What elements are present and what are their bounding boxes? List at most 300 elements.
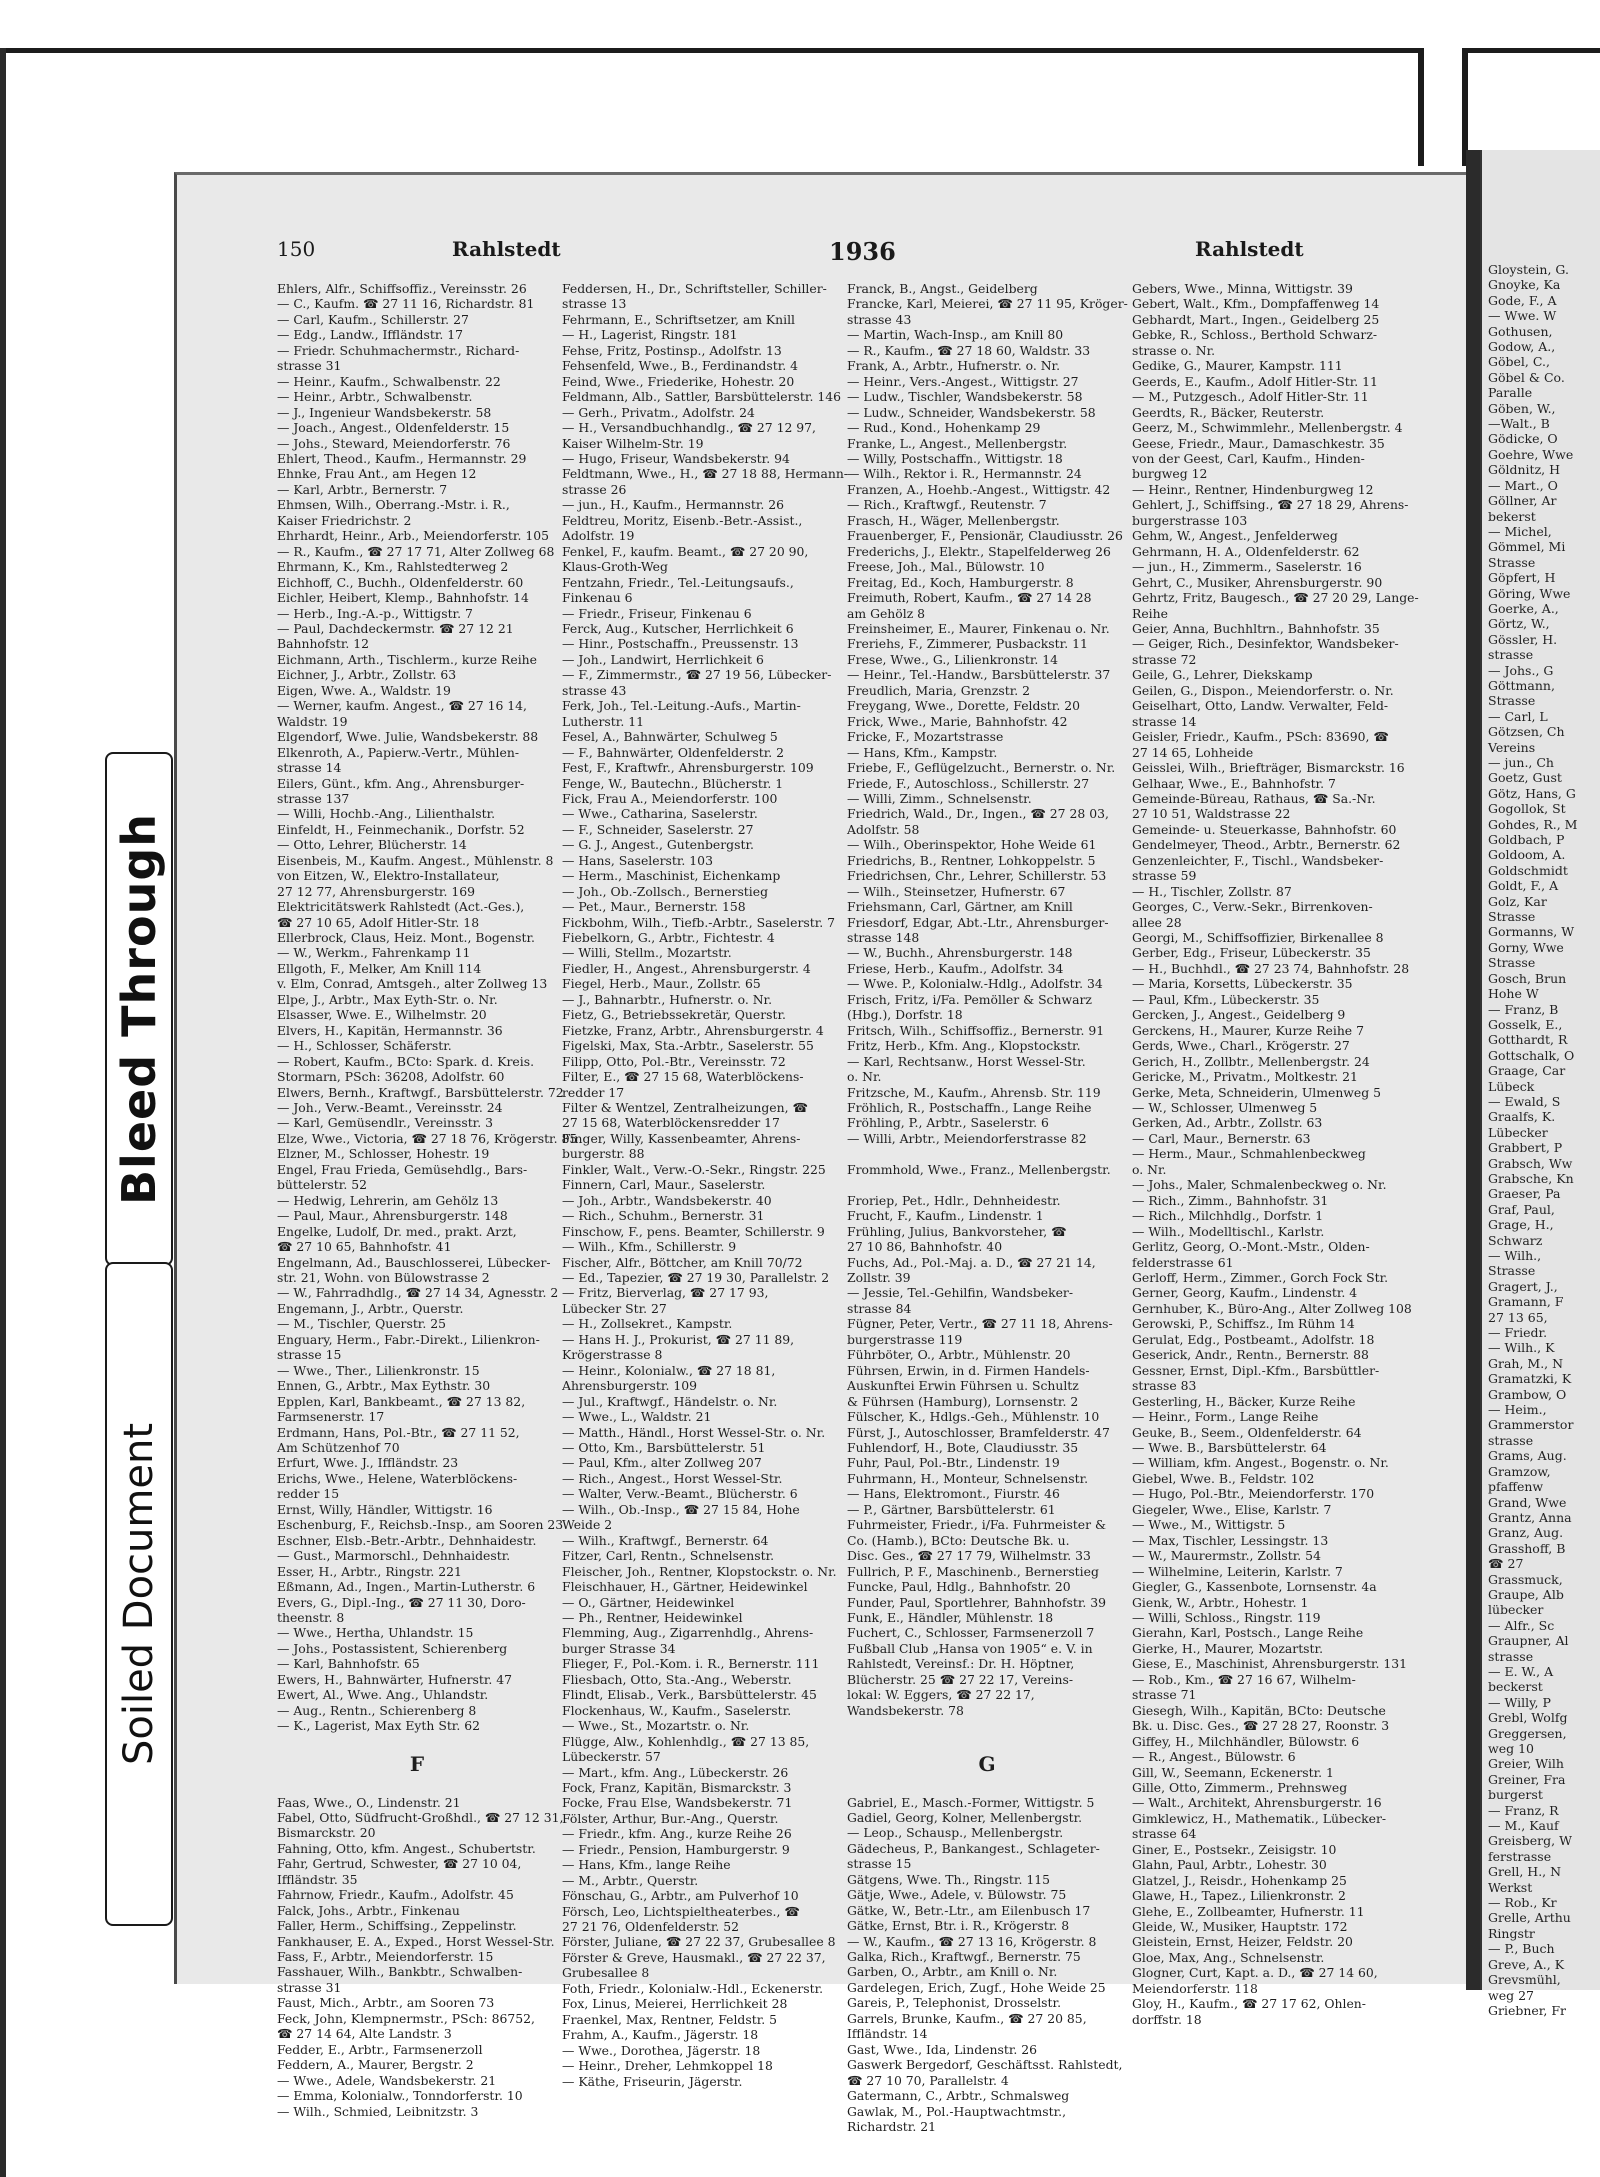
fragment-line: Granz, Aug. [1488, 1525, 1564, 1541]
fragment-line: — P., Buch [1488, 1941, 1555, 1957]
directory-entry: büttelerstr. 52 [277, 1177, 367, 1193]
fragment-line: Grasshoff, B [1488, 1540, 1566, 1556]
directory-entry: Gast, Wwe., Ida, Lindenstr. 26 [847, 2041, 1038, 2057]
directory-entry: 27 10 86, Bahnhofstr. 40 [847, 1239, 1003, 1255]
fragment-line: Grantz, Anna [1488, 1509, 1572, 1525]
fragment-line: strasse [1488, 1648, 1534, 1664]
directory-entry: Gercken, J., Angest., Geidelberg 9 [1132, 1007, 1346, 1023]
directory-column-1 [277, 281, 578, 2119]
directory-entry: Gelhaar, Wwe., E., Bahnhofstr. 7 [1132, 775, 1336, 791]
directory-entry: — Wilh., Schmied, Leibnitzstr. 3 [277, 2103, 479, 2119]
directory-entry: — jun., H., Zimmerm., Saselerstr. 16 [1132, 559, 1362, 575]
directory-entry: Fenge, W., Bautechn., Blücherstr. 1 [562, 775, 784, 791]
directory-entry: Ernst, Willy, Händler, Wittigstr. 16 [277, 1501, 493, 1517]
fragment-line: — Wilh., [1488, 1248, 1542, 1263]
fragment-line: lübecker [1488, 1602, 1544, 1618]
directory-entry: Freitag, Ed., Koch, Hamburgerstr. 8 [847, 574, 1074, 590]
directory-entry: Gericke, M., Privatm., Moltkestr. 21 [1132, 1069, 1358, 1085]
fragment-line: Gothusen, [1488, 323, 1553, 339]
directory-entry: Ehlert, Theod., Kaufm., Hermannstr. 29 [277, 450, 527, 466]
directory-entry: felderstrasse 61 [1132, 1254, 1234, 1270]
directory-entry: — J., Ingenieur Wandsbekerstr. 58 [277, 404, 492, 420]
directory-entry: — Hans, Saselerstr. 103 [562, 852, 713, 868]
directory-entry: — Wwe., L., Waldstr. 21 [562, 1409, 712, 1425]
fragment-line: Graage, Car [1488, 1063, 1566, 1079]
directory-entry: — Wwe. B., Barsbüttelerstr. 64 [1132, 1439, 1327, 1455]
fragment-line: — Friedr. [1488, 1325, 1548, 1341]
directory-entry: str. 21, Wohn. von Bülowstrasse 2 [277, 1270, 490, 1285]
directory-entry: strasse 43 [562, 682, 627, 698]
adjacent-page-text [1482, 150, 1600, 2018]
directory-entry: Flemming, Aug., Zigarrenhdlg., Ahrens- [562, 1625, 814, 1641]
directory-entry: — Walt., Architekt, Ahrensburgerstr. 16 [1132, 1795, 1382, 1811]
directory-entry: Filter, E., ☎ 27 15 68, Waterblöckens- [562, 1069, 804, 1085]
directory-entry: — Willi, Hochb.-Ang., Lilienthalstr. [277, 806, 496, 822]
directory-entry: Elwers, Bernh., Kraftwgf., Barsbüttelerstr. 72 [277, 1084, 564, 1100]
directory-entry: Gleide, W., Musiker, Hauptstr. 172 [1132, 1919, 1348, 1935]
directory-entry: Gerds, Wwe., Charl., Krögerstr. 27 [1132, 1038, 1350, 1054]
directory-entry: Elzner, M., Schlosser, Hohestr. 19 [277, 1146, 490, 1162]
directory-entry: — Wilh., Steinsetzer, Hufnerstr. 67 [847, 883, 1066, 899]
directory-entry: strasse 15 [277, 1347, 342, 1363]
directory-entry: Friedrich, Wald., Dr., Ingen., ☎ 27 28 03, [847, 806, 1109, 822]
fragment-line: Göldnitz, H [1488, 462, 1561, 478]
fragment-line: Goldt, F., A [1488, 878, 1559, 894]
directory-entry: Ehrmann, K., Km., Rahlstedterweg 2 [277, 559, 509, 575]
directory-entry: Frahm, A., Kaufm., Jägerstr. 18 [562, 2027, 759, 2043]
page-header [277, 237, 1437, 266]
directory-entry: Ewers, H., Bahnwärter, Hufnerstr. 47 [277, 1671, 513, 1687]
directory-entry: Am Schützenhof 70 [277, 1439, 400, 1455]
directory-entry: Fuhlendorf, H., Bote, Claudiusstr. 35 [847, 1439, 1079, 1455]
directory-entry: Gädecheus, P., Bankangest., Schlageter- [847, 1840, 1100, 1856]
directory-entry: — Heinr., Tel.-Handw., Barsbüttelerstr. 37 [847, 667, 1111, 683]
directory-entry: Gebert, Walt., Kfm., Dompfaffenweg 14 [1132, 296, 1380, 312]
directory-column-4 [1132, 281, 1419, 2027]
fragment-line: Goldbach, P [1488, 832, 1565, 848]
directory-entry: — Wilhelmine, Leiterin, Karlstr. 7 [1132, 1563, 1343, 1579]
directory-entry: Faas, Wwe., O., Lindenstr. 21 [277, 1794, 461, 1810]
directory-entry: — Geiger, Rich., Desinfektor, Wandsbeker- [1132, 636, 1399, 652]
directory-entry: ☎ 27 10 70, Parallelstr. 4 [847, 2072, 1009, 2088]
directory-entry: burger Strasse 34 [562, 1640, 676, 1656]
directory-entry: — Hans, Kfm., Kampstr. [847, 744, 998, 760]
fragment-line: Grambow, O [1488, 1386, 1567, 1402]
fragment-line: — E. W., A [1488, 1663, 1554, 1679]
directory-entry: Fraenkel, Max, Rentner, Feldstr. 5 [562, 2011, 778, 2027]
fragment-line: ferstrasse [1488, 1848, 1552, 1864]
year-heading: 1936 [829, 237, 896, 266]
directory-entry: Giffey, H., Milchhändler, Bülowstr. 6 [1132, 1733, 1360, 1749]
fragment-line: Strasse [1488, 693, 1536, 709]
directory-entry: Zollstr. 39 [847, 1270, 911, 1285]
directory-entry: — Karl, Rechtsanw., Horst Wessel-Str. [847, 1053, 1086, 1069]
directory-entry: Frauenberger, F., Pensionär, Claudiusstr. 26 [847, 528, 1123, 544]
soiled-document-label: Soiled Document [105, 1262, 173, 1926]
directory-entry: Fedder, E., Arbtr., Farmsenerzoll [277, 2041, 483, 2057]
fragment-line: Gosselk, E., [1488, 1016, 1563, 1032]
directory-entry: Fabel, Otto, Südfrucht-Großhdl., ☎ 27 12 31, [277, 1809, 564, 1825]
directory-entry: Gerloff, Herm., Zimmer., Gorch Fock Str. [1132, 1270, 1389, 1285]
directory-entry: — Edg., Landw., Iffländstr. 17 [277, 327, 464, 343]
directory-entry: — Friedr., Pension, Hamburgerstr. 9 [562, 1841, 790, 1857]
directory-entry: — M., Arbtr., Querstr. [562, 1872, 699, 1888]
directory-entry: Fürst, J., Autoschlosser, Bramfelderstr. 47 [847, 1424, 1110, 1440]
directory-entry: Feldmann, Alb., Sattler, Barsbüttelerstr. 146 [562, 389, 841, 405]
directory-entry: Fietzke, Franz, Arbtr., Ahrensburgerstr. 4 [562, 1022, 824, 1038]
directory-entry: Finger, Willy, Kassenbeamter, Ahrens- [562, 1130, 801, 1146]
directory-entry: Gehrmann, H. A., Oldenfelderstr. 62 [1132, 543, 1360, 559]
directory-entry: Fricke, F., Mozartstrasse [847, 729, 1004, 745]
directory-entry: — Hans, Elektromont., Fiurstr. 46 [847, 1486, 1060, 1502]
fragment-line: Göpfert, H [1488, 570, 1556, 586]
fragment-line: Lübeck [1488, 1078, 1535, 1094]
directory-entry: — Willi, Zimm., Schnelsenstr. [847, 790, 1032, 806]
running-title-left: Rahlstedt [452, 237, 561, 261]
directory-entry: Fiegel, Herb., Maur., Zollstr. 65 [562, 976, 761, 992]
directory-entry: Feind, Wwe., Friederike, Hohestr. 20 [562, 373, 795, 389]
directory-entry: — Heinr., Vers.-Angest., Wittigstr. 27 [847, 373, 1079, 389]
fragment-line: — Willy, P [1488, 1694, 1551, 1710]
directory-entry: strasse 13 [562, 296, 627, 312]
fragment-line: Gloystein, G. [1488, 262, 1569, 277]
fragment-line: pfaffenw [1488, 1479, 1544, 1495]
directory-entry: Reihe [1132, 605, 1168, 621]
directory-entry: Geile, G., Lehrer, Diekskamp [1132, 667, 1313, 683]
directory-entry: Fritzsche, M., Kaufm., Ahrensb. Str. 119 [847, 1084, 1101, 1100]
directory-entry: Stormarn, PSch: 36208, Adolfstr. 60 [277, 1069, 505, 1085]
directory-entry: Gehlert, J., Schiffsing., ☎ 27 18 29, Ahrens- [1132, 497, 1409, 513]
directory-entry: Flieger, F., Pol.-Kom. i. R., Bernerstr. 111 [562, 1656, 820, 1672]
directory-entry: Fönschau, G., Arbtr., am Pulverhof 10 [562, 1888, 799, 1904]
fragment-line: Strasse [1488, 1263, 1536, 1279]
directory-entry: — W., Maurermstr., Zollstr. 54 [1132, 1548, 1321, 1564]
fragment-line: Paralle [1488, 385, 1533, 401]
directory-entry: Erfurt, Wwe. J., Iffländstr. 23 [277, 1455, 459, 1471]
fragment-line: Vereins [1488, 739, 1536, 755]
directory-entry: — Matth., Händl., Horst Wessel-Str. o. Nr. [562, 1424, 826, 1440]
directory-entry: — Aug., Rentn., Schierenberg 8 [277, 1702, 477, 1718]
directory-entry: — Ph., Rentner, Heidewinkel [562, 1609, 743, 1625]
directory-entry: burgerstrasse 119 [847, 1331, 963, 1347]
directory-entry: — Heinr., Dreher, Lehmkoppel 18 [562, 2058, 773, 2074]
directory-entry: — Wilh., Rektor i. R., Hermannstr. 24 [847, 466, 1082, 482]
directory-entry: Eschenburg, F., Reichsb.-Insp., am Sooren 23 [277, 1517, 564, 1533]
fragment-line: Goldoom, A. [1488, 847, 1566, 863]
directory-entry: Elektricitätswerk Rahlstedt (Act.-Ges.), [277, 899, 525, 915]
directory-entry: Waldstr. 19 [277, 713, 348, 729]
fragment-line: Grelle, Arthu [1488, 1910, 1571, 1926]
fragment-line: Goerke, A., [1488, 600, 1559, 616]
directory-entry: — Wwe., St., Mozartstr. o. Nr. [562, 1718, 750, 1734]
directory-entry: Fentzahn, Friedr., Tel.-Leitungsaufs., [562, 574, 794, 590]
directory-entry: Ehnke, Frau Ant., am Hegen 12 [277, 466, 477, 482]
directory-entry: — Walter, Verw.-Beamt., Blücherstr. 6 [562, 1486, 798, 1502]
directory-entry: Fuhrmann, H., Monteur, Schnelsenstr. [847, 1470, 1089, 1486]
directory-entry: — Mart., kfm. Ang., Lübeckerstr. 26 [562, 1764, 789, 1780]
fragment-line: Gottschalk, O [1488, 1047, 1575, 1063]
directory-entry: Fleischer, Joh., Rentner, Klopstockstr. o. Nr. [562, 1563, 837, 1579]
fragment-line: — Wwe. W [1488, 308, 1557, 324]
directory-entry: — Wilh., Modelltischl., Karlstr. [1132, 1223, 1325, 1239]
directory-entry: — jun., H., Kaufm., Hermannstr. 26 [562, 497, 785, 513]
fragment-line: weg 27 [1488, 1987, 1534, 2003]
directory-entry: Filipp, Otto, Pol.-Btr., Vereinsstr. 72 [562, 1053, 786, 1069]
directory-entry: Gimklewicz, H., Mathematik., Lübecker- [1132, 1810, 1387, 1826]
page-gutter-shadow [1466, 150, 1480, 1990]
directory-entry: Iffländstr. 14 [847, 2026, 928, 2042]
directory-entry: Finkenau 6 [562, 590, 633, 606]
directory-entry: Elkenroth, A., Papierw.-Vertr., Mühlen- [277, 744, 520, 760]
directory-column-2 [562, 281, 848, 2089]
directory-entry: Friede, F., Autoschloss., Schillerstr. 27 [847, 775, 1090, 791]
directory-entry: — Heinr., Kolonialw., ☎ 27 18 81, [562, 1362, 776, 1378]
directory-entry: Geerds, E., Kaufm., Adolf Hitler-Str. 11 [1132, 373, 1378, 389]
directory-entry: Funk, E., Händler, Mühlenstr. 18 [847, 1609, 1054, 1625]
directory-entry: Ehrhardt, Heinr., Arb., Meiendorferstr. 105 [277, 528, 549, 544]
directory-entry: — Friedr. Schuhmachermstr., Richard- [277, 342, 520, 358]
directory-entry: — M., Tischler, Querstr. 25 [277, 1316, 447, 1332]
directory-entry: Gedike, G., Maurer, Kampstr. 111 [1132, 358, 1343, 374]
section-letter: G [978, 1752, 996, 1777]
directory-entry: Fiedler, H., Angest., Ahrensburgerstr. 4 [562, 960, 811, 976]
directory-entry: — K., Lagerist, Max Eyth Str. 62 [277, 1718, 480, 1734]
directory-entry: Führsen, Erwin, in d. Firmen Handels- [847, 1362, 1090, 1378]
directory-entry: strasse 14 [1132, 713, 1197, 729]
directory-entry: Frederichs, J., Elektr., Stapelfelderweg 26 [847, 543, 1111, 559]
directory-entry: Glahn, Paul, Arbtr., Lohestr. 30 [1132, 1857, 1327, 1873]
directory-entry: — Hans H. J., Prokurist, ☎ 27 11 89, [562, 1331, 795, 1347]
directory-entry: v. Elm, Conrad, Amtsgeh., alter Zollweg 13 [277, 976, 548, 992]
directory-entry: — C., Kaufm. ☎ 27 11 16, Richardstr. 81 [277, 296, 535, 312]
directory-entry: — Heinr., Rentner, Hindenburgweg 12 [1132, 481, 1374, 497]
fragment-line: Strasse [1488, 554, 1536, 570]
directory-entry: — Hedwig, Lehrerin, am Gehölz 13 [277, 1192, 499, 1208]
fragment-line: Graupner, Al [1488, 1633, 1569, 1649]
fragment-line: — Michel, [1488, 523, 1552, 539]
directory-entry: Adolfstr. 58 [847, 821, 920, 837]
directory-entry: — Joh., Verw.-Beamt., Vereinsstr. 24 [277, 1100, 503, 1116]
directory-entry: — Karl, Bahnhofstr. 65 [277, 1656, 420, 1672]
directory-entry: — Johs., Maler, Schmalenbeckweg o. Nr. [1132, 1177, 1387, 1193]
directory-entry: ☎ 27 10 65, Bahnhofstr. 41 [277, 1239, 452, 1255]
directory-entry: Giner, E., Postsekr., Zeisigstr. 10 [1132, 1841, 1337, 1857]
directory-entry: Fülscher, K., Hdlgs.-Geh., Mühlenstr. 10 [847, 1409, 1100, 1425]
directory-entry: Epplen, Karl, Bankbeamt., ☎ 27 13 82, [277, 1393, 526, 1409]
fragment-line: burgerst [1488, 1787, 1543, 1803]
directory-entry: Gerckens, H., Maurer, Kurze Reihe 7 [1132, 1022, 1364, 1038]
directory-entry [847, 1779, 1127, 1794]
fragment-line: Görtz, W., [1488, 616, 1550, 632]
directory-entry: Ferck, Aug., Kutscher, Herrlichkeit 6 [562, 620, 794, 636]
directory-entry: Geilen, G., Dispon., Meiendorferstr. o. Nr. [1132, 682, 1394, 698]
fragment-line: Griebner, Fr [1488, 2002, 1567, 2018]
directory-entry: Flügge, Alw., Kohlenhdlg., ☎ 27 13 85, [562, 1733, 810, 1749]
fragment-line: Gogollok, St [1488, 801, 1566, 817]
directory-entry: Frasch, H., Wäger, Mellenbergstr. [847, 512, 1060, 528]
directory-entry: Engelke, Ludolf, Dr. med., prakt. Arzt, [277, 1223, 517, 1239]
directory-entry: Richardstr. 21 [847, 2119, 936, 2135]
directory-entry: Fass, F., Arbtr., Meiendorferstr. 15 [277, 1949, 494, 1965]
directory-entry: strasse 59 [1132, 868, 1197, 884]
directory-entry: 27 12 77, Ahrensburgerstr. 169 [277, 883, 476, 899]
running-title-right: Rahlstedt [1195, 237, 1304, 261]
directory-entry: Ehlers, Alfr., Schiffsoffiz., Vereinsstr. 26 [277, 281, 527, 296]
directory-entry: von der Geest, Carl, Kaufm., Hinden- [1132, 450, 1365, 466]
directory-entry: Feldtreu, Moritz, Eisenb.-Betr.-Assist., [562, 512, 803, 528]
fragment-line: Gramzow, [1488, 1463, 1551, 1479]
directory-entry: — Wwe. P., Kolonialw.-Hdlg., Adolfstr. 34 [847, 976, 1103, 992]
directory-entry: Gawlak, M., Pol.-Hauptwachtmstr., [847, 2103, 1067, 2119]
fragment-line: Gosch, Brun [1488, 970, 1567, 986]
fragment-line: Göttmann, [1488, 677, 1555, 693]
directory-entry: — Carl, Kaufm., Schillerstr. 27 [277, 311, 469, 327]
fragment-line: Grage, H., [1488, 1217, 1554, 1233]
fragment-line: — Heim., [1488, 1402, 1547, 1418]
fragment-line: Gössler, H. [1488, 631, 1558, 647]
directory-entry: Gätgens, Wwe. Th., Ringstr. 115 [847, 1871, 1050, 1887]
directory-entry: strasse 15 [847, 1856, 912, 1872]
directory-entry: Fahr, Gertrud, Schwester, ☎ 27 10 04, [277, 1856, 522, 1872]
directory-entry: Finschow, F., pens. Beamter, Schillerstr. 9 [562, 1223, 825, 1239]
fragment-line: — Johs., G [1488, 662, 1554, 678]
directory-entry: — Willi, Schloss., Ringstr. 119 [1132, 1609, 1321, 1625]
directory-entry: Garrels, Brunke, Kaufm., ☎ 27 20 85, [847, 2010, 1087, 2026]
directory-entry: Eschner, Elsb.-Betr.-Arbtr., Dehnhaidestr. [277, 1532, 537, 1548]
directory-entry: Gareis, P., Telephonist, Drosselstr. [847, 1995, 1062, 2011]
fragment-line: Werkst [1488, 1879, 1533, 1895]
directory-entry: — Ludw., Schneider, Wandsbekerstr. 58 [847, 404, 1096, 420]
directory-entry: Farmsenerstr. 17 [277, 1409, 385, 1425]
directory-entry: — Käthe, Friseurin, Jägerstr. [562, 2073, 743, 2089]
fragment-line: Göllner, Ar [1488, 493, 1557, 509]
directory-entry: — Karl, Arbtr., Bernerstr. 7 [277, 481, 448, 497]
directory-entry: Fritz, Herb., Kfm. Ang., Klopstockstr. [847, 1038, 1081, 1054]
directory-entry: o. Nr. [1132, 1161, 1167, 1177]
directory-entry: Ellerbrock, Claus, Heiz. Mont., Bogenstr. [277, 930, 535, 946]
directory-entry: — Wilh., Ob.-Insp., ☎ 27 15 84, Hohe [562, 1501, 800, 1517]
directory-entry: — William, kfm. Angest., Bogenstr. o. Nr. [1132, 1455, 1389, 1471]
directory-entry: — Joh., Ob.-Zollsch., Bernerstieg [562, 883, 769, 899]
directory-entry: von Eitzen, W., Elektro-Installateur, [277, 868, 500, 884]
directory-entry: Fenkel, F., kaufm. Beamt., ☎ 27 20 90, [562, 543, 809, 559]
fragment-line: Götz, Hans, G [1488, 785, 1576, 801]
fragment-line: Greisberg, W [1488, 1833, 1572, 1849]
directory-entry: Glawe, H., Tapez., Lilienkronstr. 2 [1132, 1888, 1346, 1904]
directory-entry: Elze, Wwe., Victoria, ☎ 27 18 76, Krögerstr. 85 [277, 1130, 578, 1146]
directory-entry: Gille, Otto, Zimmerm., Prehnsweg [1132, 1779, 1348, 1795]
scanner-top-border [0, 48, 1600, 53]
directory-entry: strasse 148 [847, 930, 920, 946]
fragment-line: Greiner, Fra [1488, 1771, 1566, 1787]
directory-entry: Genzenleichter, F., Tischl., Wandsbeker- [1132, 852, 1384, 868]
directory-entry: Gehrt, C., Musiker, Ahrensburgerstr. 90 [1132, 574, 1383, 590]
directory-entry: — Johs., Steward, Meiendorferstr. 76 [277, 435, 511, 451]
directory-entry: Fest, F., Kraftwfr., Ahrensburgerstr. 109 [562, 760, 814, 776]
directory-entry: — O., Gärtner, Heidewinkel [562, 1594, 735, 1610]
directory-entry: Gloy, H., Kaufm., ☎ 27 17 62, Ohlen- [1132, 1996, 1366, 2012]
directory-entry: — Martin, Wach-Insp., am Knill 80 [847, 327, 1064, 343]
directory-entry: strasse 26 [562, 481, 627, 497]
directory-entry: Fröhlich, R., Postschaffn., Lange Reihe [847, 1100, 1092, 1116]
fragment-line: Gramatzki, K [1488, 1371, 1572, 1387]
directory-entry: — Fritz, Bierverlag, ☎ 27 17 93, [562, 1285, 769, 1301]
fragment-line: Greve, A., K [1488, 1956, 1565, 1972]
directory-entry: Gerich, H., Zollbtr., Mellenbergstr. 24 [1132, 1053, 1370, 1069]
directory-entry: Ehmsen, Wilh., Oberrang.-Mstr. i. R., [277, 497, 510, 513]
directory-entry: Fliesbach, Otto, Sta.-Ang., Weberstr. [562, 1671, 792, 1687]
directory-entry: Eichler, Heibert, Klemp., Bahnhofstr. 14 [277, 590, 529, 606]
directory-entry: — Willi, Arbtr., Meiendorferstrasse 82 [847, 1130, 1087, 1146]
directory-entry: Gätke, Ernst, Btr. i. R., Krögerstr. 8 [847, 1918, 1070, 1934]
directory-entry: Gemeinde-Büreau, Rathaus, ☎ Sa.-Nr. [1132, 790, 1376, 806]
directory-entry: — F., Schneider, Saselerstr. 27 [562, 821, 754, 837]
directory-entry: strasse 84 [847, 1300, 912, 1316]
directory-entry: Frucht, F., Kaufm., Lindenstr. 1 [847, 1208, 1044, 1224]
fragment-line: Goldschmidt [1488, 862, 1568, 878]
fragment-line: Grabsche, Kn [1488, 1170, 1574, 1186]
directory-entry: strasse 137 [277, 790, 350, 806]
directory-entry: Glatzel, J., Reisdr., Hohenkamp 25 [1132, 1872, 1347, 1888]
directory-entry: — H., Schlosser, Schäferstr. [277, 1038, 452, 1054]
directory-entry [847, 1177, 1127, 1192]
directory-entry: redder 17 [562, 1084, 625, 1100]
directory-entry: Freimuth, Robert, Kaufm., ☎ 27 14 28 [847, 590, 1092, 606]
fragment-line: Ringstr [1488, 1925, 1535, 1941]
directory-page [174, 172, 1466, 2135]
directory-entry: Friedrichs, B., Rentner, Lohkoppelstr. 5 [847, 852, 1096, 868]
directory-entry: — Wwe., Hertha, Uhlandstr. 15 [277, 1625, 474, 1641]
directory-entry: — Jessie, Tel.-Gehilfin, Wandsbeker- [847, 1285, 1074, 1301]
directory-entry [847, 1734, 1127, 1749]
directory-entry: Eilers, Günt., kfm. Ang., Ahrensburger- [277, 775, 525, 791]
directory-entry: Fußball Club „Hansa von 1905“ e. V. in [847, 1640, 1093, 1656]
binding-edge-marker [1418, 48, 1468, 166]
directory-entry: Falck, Johs., Arbtr., Finkenau [277, 1902, 460, 1918]
directory-entry: Gehrtz, Fritz, Baugesch., ☎ 27 20 29, Lange- [1132, 590, 1419, 606]
directory-entry: strasse 14 [277, 760, 342, 776]
directory-entry: Fölster, Arthur, Bur.-Ang., Querstr. [562, 1810, 779, 1826]
directory-entry: Iffländstr. 35 [277, 1871, 358, 1887]
directory-entry: Engelmann, Ad., Bauschlosserei, Lübecker- [277, 1254, 551, 1270]
fragment-line: — Ewald, S [1488, 1093, 1561, 1109]
directory-entry: Gaswerk Bergedorf, Geschäftsst. Rahlstedt, [847, 2057, 1123, 2073]
fragment-line: Grassmuck, [1488, 1571, 1563, 1587]
directory-entry: 27 14 65, Lohheide [1132, 744, 1254, 760]
directory-entry: am Gehölz 8 [847, 605, 926, 621]
directory-entry: — H., Versandbuchhandlg., ☎ 27 12 97, [562, 420, 816, 436]
directory-entry: — Maria, Korsetts, Lübeckerstr. 35 [1132, 976, 1353, 992]
fragment-line: beckerst [1488, 1679, 1543, 1695]
fragment-line: — Mart., O [1488, 477, 1558, 493]
directory-entry: Gadiel, Georg, Kolner, Mellenbergstr. [847, 1809, 1083, 1825]
directory-entry: Ellgoth, F., Melker, Am Knill 114 [277, 960, 482, 976]
directory-entry: — Wwe., Dorothea, Jägerstr. 18 [562, 2042, 761, 2058]
directory-entry: strasse 71 [1132, 1687, 1197, 1703]
directory-entry: strasse 83 [1132, 1378, 1197, 1394]
directory-entry: — Jul., Kraftwgf., Händelstr. o. Nr. [562, 1393, 778, 1409]
directory-entry: Funder, Paul, Sportlehrer, Bahnhofstr. 39 [847, 1594, 1107, 1610]
directory-entry: — Otto, Km., Barsbüttelerstr. 51 [562, 1439, 766, 1455]
directory-entry: — F., Bahnwärter, Oldenfelderstr. 2 [562, 744, 785, 760]
directory-entry: Geisler, Friedr., Kaufm., PSch: 83690, ☎ [1132, 729, 1389, 745]
fragment-line: — Rob., Kr [1488, 1895, 1557, 1911]
directory-entry [847, 1146, 1127, 1161]
directory-entry: Flindt, Elisab., Verk., Barsbüttelerstr. 45 [562, 1687, 817, 1703]
fragment-line: Graalfs, K. [1488, 1109, 1556, 1125]
fragment-line: Grand, Wwe [1488, 1494, 1567, 1510]
directory-entry: Gebers, Wwe., Minna, Wittigstr. 39 [1132, 281, 1353, 296]
